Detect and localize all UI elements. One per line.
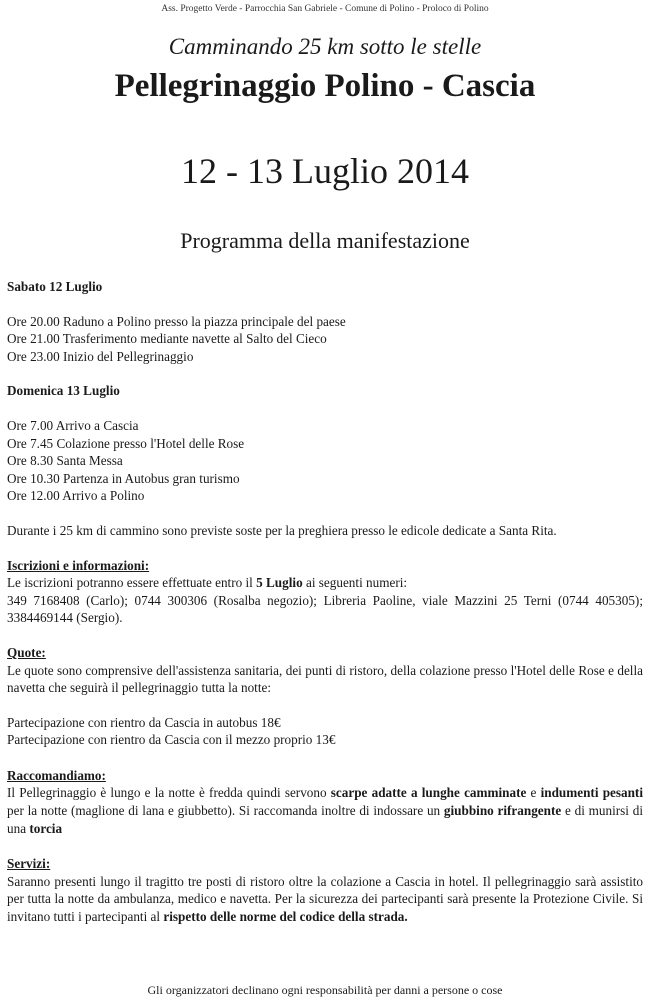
organizers-line: Ass. Progetto Verde - Parrocchia San Gabriele - Comune di Polino - Proloco di Polino (161, 4, 489, 14)
event-title: Pellegrinaggio Polino - Cascia (114, 68, 536, 104)
fee-option-bus: Partecipazione con rientro da Cascia in autobus 18€ (7, 714, 281, 730)
services-heading: Servizi: (7, 856, 51, 872)
recommendations-text (7, 784, 643, 837)
registration-intro-text: Le iscrizioni potranno essere effettuate entro il (7, 575, 257, 591)
services-text (7, 873, 643, 926)
recommendations-heading: Raccomandiamo: (7, 767, 106, 783)
registration-deadline: 5 Luglio (256, 575, 303, 591)
schedule-item: Ore 23.00 Inizio del Pellegrinaggio (7, 348, 194, 364)
schedule-item: Ore 7.00 Arrivo a Cascia (7, 417, 139, 433)
flyer-body (7, 278, 643, 926)
services-text-1: Saranno presenti lungo il tragitto tre posti di ristoro oltre la colazione a Cascia in hotel. Il pellegrinaggio sarà assistito per tutta la notte da ambulanza, medico e navetta. Per la sicurezza dei partecipanti sarà presente la Protezione Civile. Si invitano tutti i partecipanti al (7, 873, 643, 925)
rec-vest: giubbino rifrangente (443, 803, 562, 819)
schedule-item: Ore 7.45 Colazione presso l'Hotel delle Rose (7, 435, 245, 451)
rec-text-1: Il Pellegrinaggio è lungo e la notte è fredda quindi servono (7, 785, 331, 801)
disclaimer-footer: Gli organizzatori declinano ogni responsabilità per danni a persone o cose (147, 983, 503, 997)
event-date: 12 - 13 Luglio 2014 (181, 151, 469, 191)
schedule-item: Ore 12.00 Arrivo a Polino (7, 488, 145, 504)
fees-heading: Quote: (7, 644, 46, 660)
rec-text-4: e di munirsi di una (7, 803, 643, 836)
registration-heading: Iscrizioni e informazioni: (7, 557, 150, 573)
registration-contacts: 349 7168408 (Carlo); 0744 300306 (Rosalba negozio); Libreria Paoline, viale Mazzini 25 Terni (0744 405305); 3384469144 (Sergio). (7, 592, 643, 626)
rec-text-2: e (526, 785, 541, 801)
fees-description: Le quote sono comprensive dell'assistenza sanitaria, dei punti di ristoro, della colazione presso l'Hotel delle Rose e della navetta che seguirà il pellegrinaggio tutta la notte: (7, 662, 643, 696)
rec-text-3: per la notte (maglione di lana e giubbetto). Si raccomanda inoltre di indossare un (7, 803, 444, 819)
stops-note: Durante i 25 km di cammino sono previste soste per la preghiera presso le edicole dedicate a Santa Rita. (7, 522, 557, 538)
rec-torch: torcia (29, 820, 63, 836)
saturday-heading: Sabato 12 Luglio (7, 279, 103, 294)
fee-option-own: Partecipazione con rientro da Cascia con il mezzo proprio 13€ (7, 732, 336, 748)
registration-intro-end: ai seguenti numeri: (302, 575, 408, 591)
program-heading: Programma della manifestazione (180, 228, 470, 253)
rec-clothing: indumenti pesanti (540, 785, 643, 801)
schedule-item: Ore 8.30 Santa Messa (7, 453, 123, 469)
event-subtitle: Camminando 25 km sotto le stelle (168, 34, 482, 59)
schedule-item: Ore 20.00 Raduno a Polino presso la piazza principale del paese (7, 313, 346, 329)
schedule-item: Ore 21.00 Trasferimento mediante navette al Salto del Cieco (7, 331, 327, 347)
services-road-rules: rispetto delle norme del codice della strada. (163, 909, 408, 925)
rec-shoes: scarpe adatte a lunghe camminate (330, 785, 527, 801)
schedule-item: Ore 10.30 Partenza in Autobus gran turismo (7, 470, 240, 486)
sunday-heading: Domenica 13 Luglio (7, 383, 120, 399)
registration-intro (7, 574, 643, 592)
